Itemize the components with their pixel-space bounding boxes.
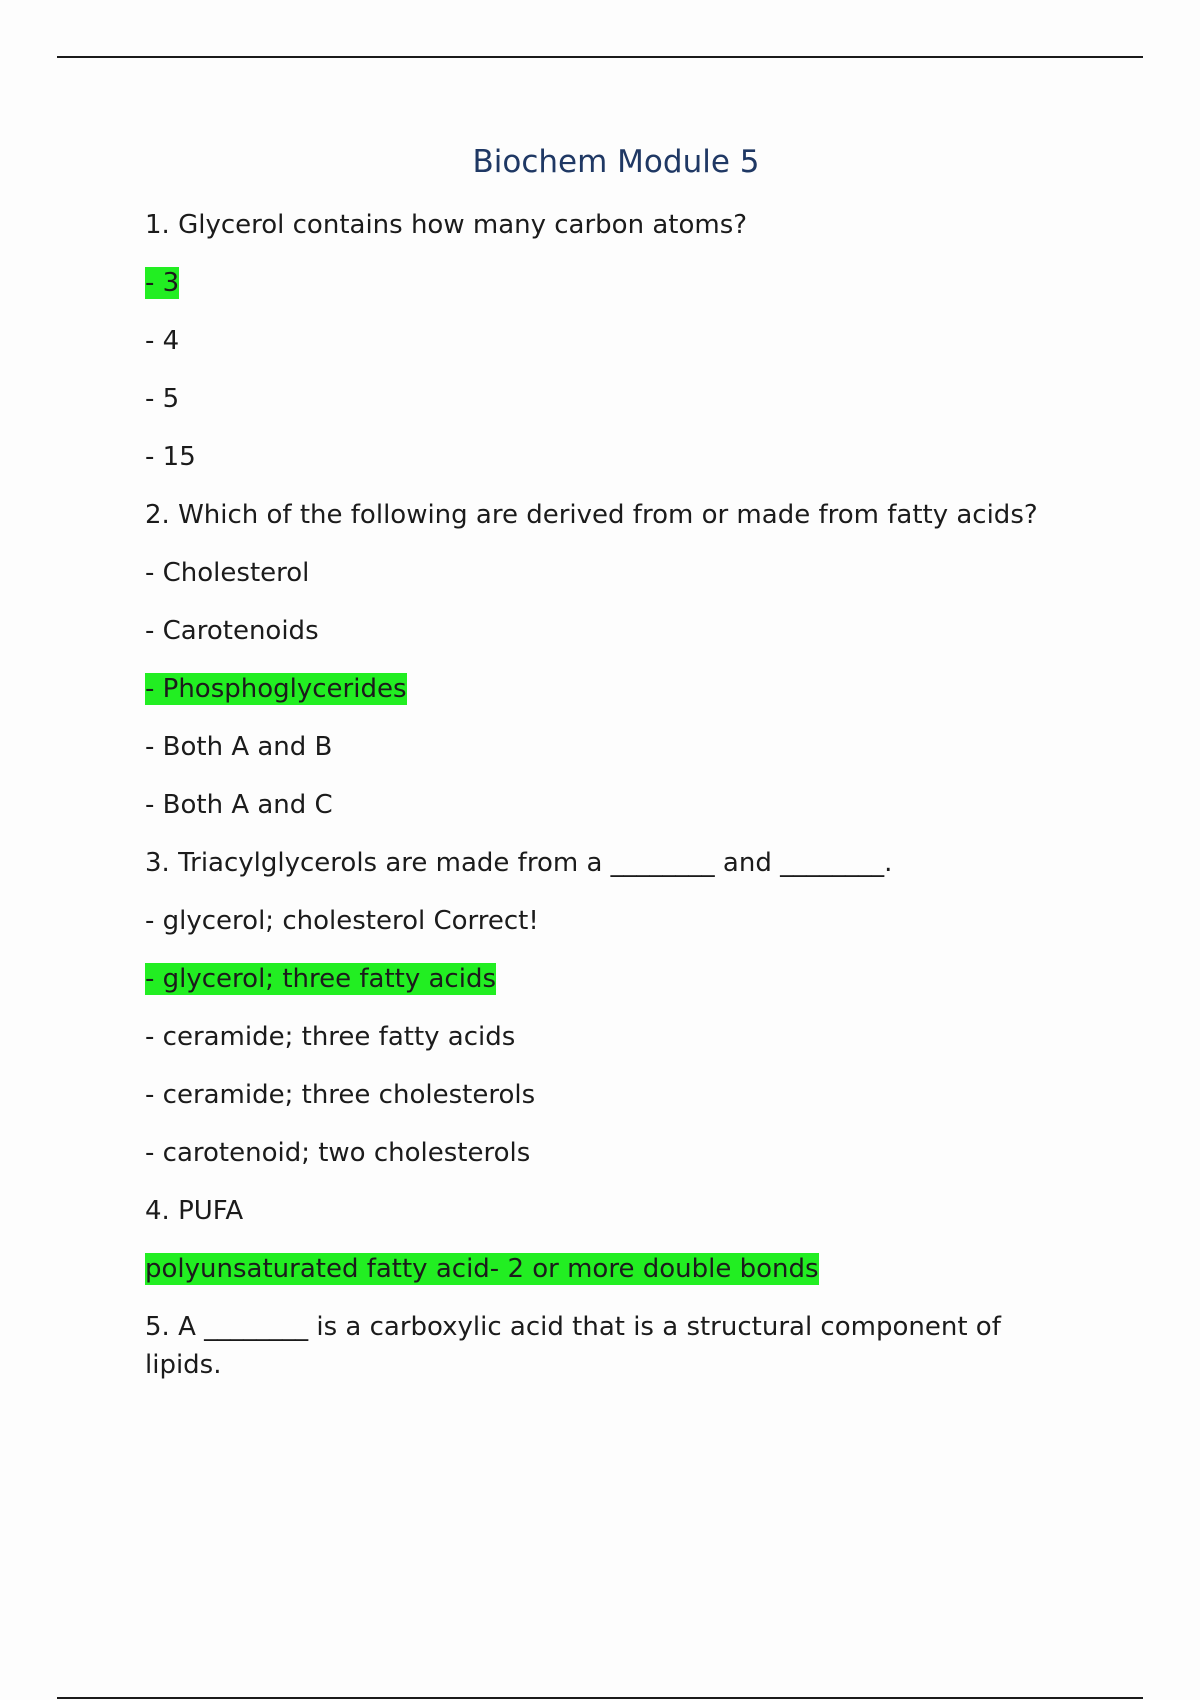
answer-option: - glycerol; cholesterol Correct!: [145, 906, 539, 936]
answer-option: - Carotenoids: [145, 616, 319, 646]
question-2: 2. Which of the following are derived from or made from fatty acids?: [145, 500, 1038, 530]
highlighted-answer: polyunsaturated fatty acid- 2 or more double bonds: [145, 1254, 819, 1284]
answer-option: - ceramide; three fatty acids: [145, 1022, 516, 1052]
answer-option: - 15: [145, 442, 196, 472]
question-1: 1. Glycerol contains how many carbon atoms?: [145, 210, 748, 240]
answer-option: - 5: [145, 384, 180, 414]
top-rule: [57, 56, 1143, 58]
answer-option: - Cholesterol: [145, 558, 310, 588]
document-body: [145, 206, 1085, 1404]
answer-option: - carotenoid; two cholesterols: [145, 1138, 531, 1168]
page-title: Biochem Module 5: [472, 144, 760, 180]
question-3: 3. Triacylglycerols are made from a ________ and ________.: [145, 848, 893, 878]
highlighted-answer: - Phosphoglycerides: [145, 674, 407, 704]
answer-option: - Both A and B: [145, 732, 333, 762]
highlighted-answer: - 3: [145, 268, 180, 298]
highlighted-answer: - glycerol; three fatty acids: [145, 964, 496, 994]
answer-option: - Both A and C: [145, 790, 333, 820]
question-4: 4. PUFA: [145, 1196, 244, 1226]
answer-option: - 4: [145, 326, 180, 356]
answer-option-correct: [145, 1250, 1085, 1288]
answer-option-correct: [145, 960, 1085, 998]
answer-option-correct: [145, 670, 1085, 708]
question-5: 5. A ________ is a carboxylic acid that is a structural component of lipids.: [145, 1312, 1001, 1380]
answer-option-correct: [145, 264, 1085, 302]
bottom-rule: [57, 1697, 1143, 1699]
answer-option: - ceramide; three cholesterols: [145, 1080, 536, 1110]
